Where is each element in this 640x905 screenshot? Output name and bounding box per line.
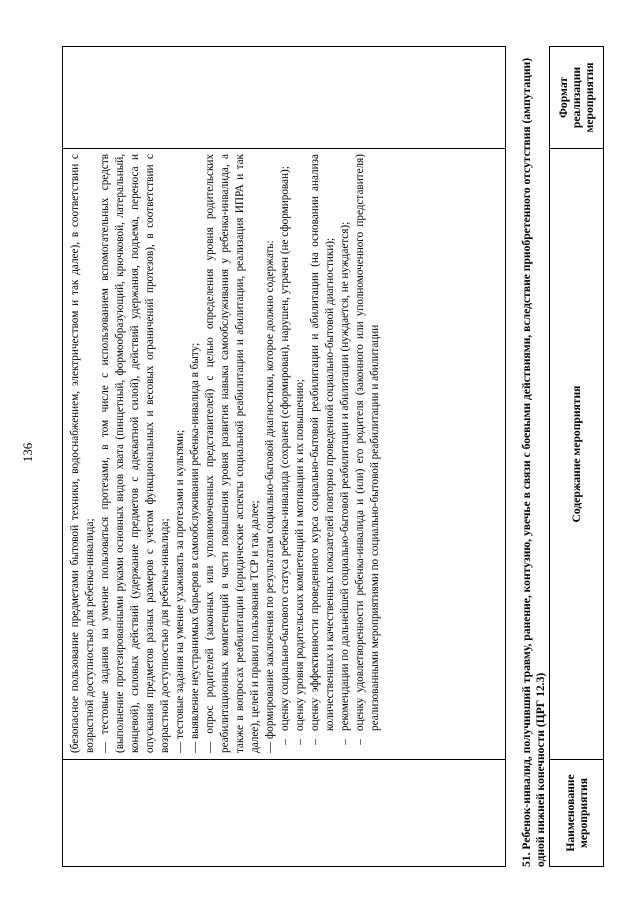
continuation-table: [62, 46, 506, 867]
list-item: [353, 154, 383, 753]
header-format: Формат реализации мероприятия: [550, 47, 604, 149]
content-paragraph: — выявление неустранимых барьеров в самообслуживании ребенка-инвалида в быту;: [189, 342, 201, 753]
list-item-text: оценку удовлетворенности ребенка-инвалида и (или) его родителя (законного или уполномоченного представителя) реализованными мероприятиями по социально-бытовой реабилитации и абилитации: [354, 154, 381, 731]
content-paragraph: — опрос родителей (законных или уполномоченных представителей) с целью определения уровня родительских реабилитационных компетенций в части повышения уровня развития навыка самообслуживания у ребенка-инвалида, а также в вопросах реабилитации (юридические аспекты социальной реабилитации и абилитации, реализация ИПРА и так далее), целей и правил пользования ТСР и так далее;: [204, 154, 261, 753]
section-title: 51. Ребенок-инвалид, получивший травму, ранение, контузию, увечье в связи с боевыми действиями, вследствие приобретенного отсутствия (ампутации) одной нижней конечности (ЦРГ 12.3): [520, 57, 547, 867]
list-item: [308, 154, 338, 753]
content-paragraph: — тестовые задания на умение пользоваться протезами, в том числе с использованием вспомогательных средств (выполнение протезированными руками основных видов хвата (пинцетный, формообразующий, крючковой, латеральный, концевой), силовых действий (удержание предметов с адекватной силой), действий удержания, подъема, переноса и опускания предметов разных размеров с учетом функциональных и весовых ограничений протезов), в соответствии с возрастной доступностью для ребенка-инвалида;: [99, 154, 171, 753]
format-cell-empty: [63, 47, 506, 149]
name-cell-empty: [63, 760, 506, 867]
list-dash: –: [309, 739, 321, 745]
table-row: [63, 47, 506, 867]
list-dash: –: [354, 739, 366, 745]
content-paragraph: — тестовые задания на умение ухаживать за протезами и культями;: [174, 429, 186, 753]
list-item-text: оценку социально-бытового статуса ребенка-инвалида (сохранен (сформирован), нарушен, утрачен (не сформирован);: [279, 166, 291, 731]
list-item-text: оценку уровня родительских компетенций и мотивации к их повышению;: [294, 379, 306, 731]
table-header-row: [550, 47, 604, 867]
list-item-text: рекомендации по дальнейшей социально-бытовой реабилитации и абилитации (нуждается, не нуждается);: [339, 221, 351, 731]
content-paragraph: — формирование заключения по результатам социально-бытовой диагностики, которое должно содержать:: [264, 240, 276, 753]
list-item: [293, 154, 308, 753]
header-name: Наименование мероприятия: [550, 760, 604, 867]
list-dash: –: [339, 739, 351, 745]
header-content: Содержание мероприятия: [550, 149, 604, 760]
list-item: [338, 154, 353, 753]
list-item-text: оценку эффективности проведенного курса социально-бытовой реабилитации и абилитации (на основании анализа количественных и качественных показателей повторно проведенной социально-бытовой диагностики);: [309, 154, 336, 731]
page-number: 136: [20, 442, 35, 463]
list-dash: –: [294, 739, 306, 745]
content-paragraph: (безопасное пользование предметами бытовой техники, водоснабжением, электричеством и так далее), в соответствии с возрастной доступностью для ребенка-инвалида;: [69, 154, 96, 753]
list-dash: –: [279, 739, 291, 745]
header-table: [549, 46, 604, 867]
content-cell: [63, 149, 506, 760]
list-item: [278, 154, 293, 753]
